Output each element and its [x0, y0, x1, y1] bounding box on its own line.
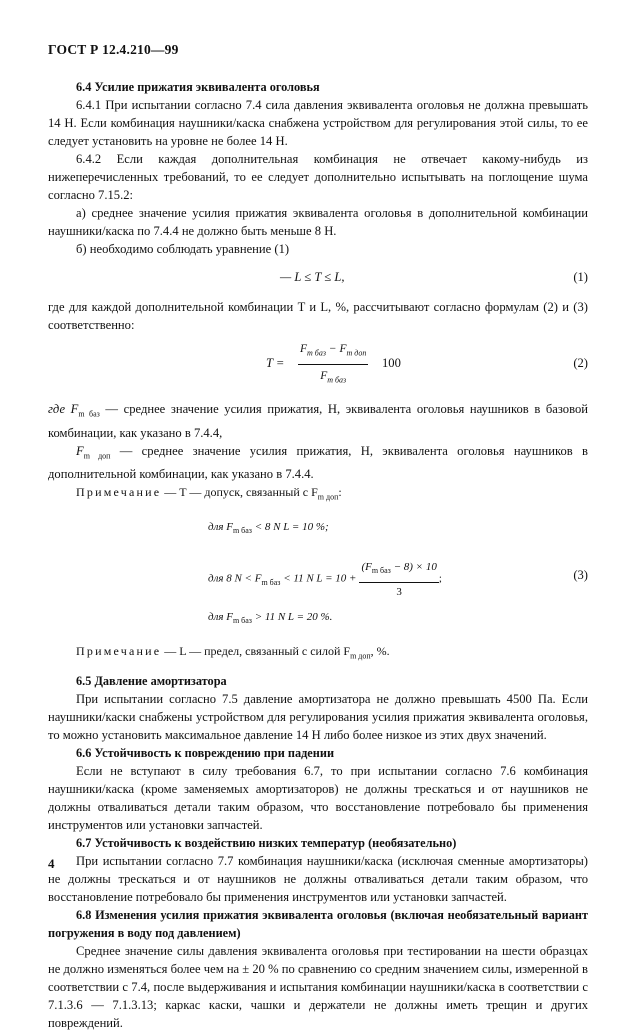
equation-2-number: (2): [573, 356, 588, 370]
section-6-6-title: 6.6 Устойчивость к повреждению при падении: [76, 745, 335, 760]
section-6-7-title: 6.7 Устойчивость к воздействию низких температур (необязательно): [76, 835, 457, 850]
paragraph-6-4-2: 6.4.2 Если каждая дополнительная комбинация не отвечает какому-нибудь из нижеперечисленных требований, то ее следует дополнительно испытывать на поглощение шума согласно 7.15.2:: [48, 152, 588, 202]
paragraph-where: где для каждой дополнительной комбинации T и L, %, рассчитывают согласно формулам (2) и (3) соответственно:: [48, 300, 588, 332]
definition-f-dop: $F_{m доп}$ — среднее значение усилия прижатия, Н, эквивалента оголовья наушников в дополнительной комбинации, как указано в 7.4.4.: [48, 443, 588, 482]
note-1: Примечание — T — допуск, связанный с $F_{m доп}$:: [76, 485, 342, 502]
item-a: а) среднее значение усилия прижатия эквивалента оголовья в дополнительной комбинации наушники/каска по 7.4.4 не должно быть меньше 8 Н.: [48, 206, 588, 238]
tolerance-row-1: для $F_{m баз} < 8$ N L = 10 %;: [208, 521, 329, 536]
equation-1-number: (1): [573, 270, 588, 284]
section-6-4-title: 6.4 Усилие прижатия эквивалента оголовья: [76, 80, 320, 94]
equation-2: [48, 340, 588, 390]
equation-2-denominator: $F_{m баз}$: [320, 370, 347, 385]
section-6-5-title: 6.5 Давление амортизатора: [76, 673, 227, 688]
section-6-8-title: 6.8 Изменения усилия прижатия эквивалента оголовья (включая необязательный вариант погружения в воду под давлением): [48, 907, 588, 940]
equation-2-lhs: T =: [266, 356, 285, 370]
tolerance-row-2: для 8 $N < F_{m баз} < 11$ N L = 10 + $(F_{m баз} - 8) \times 10$ 3 ;: [208, 558, 442, 600]
equation-3: [48, 514, 588, 630]
tolerance-row-3: для $F_{m баз} > 11$ N L = 20 %.: [208, 611, 333, 626]
item-b: б) необходимо соблюдать уравнение (1): [76, 242, 290, 256]
paragraph-6-8: Среднее значение силы давления эквивалента оголовья при тестировании на шести образцах не должно изменяться более чем на ± 20 % по сравнению со средним значением силы, измеренной в соответствии с 7.4, после выдерживания и испытания комбинации наушники/каска в соответствии с 7.1.3.6 — 7.1.3.13; каркас каски, чашки и держатели не должны иметь трещин и других повреждений.: [48, 943, 588, 1030]
note-2: Примечание — L — предел, связанный с силой $F_{m доп}$, %.: [76, 644, 390, 661]
equation-2-numerator: $F_{m баз} - F_{m доп}$: [298, 340, 368, 365]
page-number: 4: [48, 856, 55, 871]
equation-2-fraction: [298, 340, 368, 390]
document-code: ГОСТ Р 12.4.210—99: [48, 42, 179, 57]
paragraph-6-6: Если не вступают в силу требования 6.7, то при испытании согласно 7.6 комбинация наушники/каска (кроме заменяемых амортизаторов) не должны трескаться и от наушников не должны отваливаться детали таким образом, что восстановление потребовало бы применения инструментов или установки запчастей.: [48, 763, 588, 832]
paragraph-6-4-1: 6.4.1 При испытании согласно 7.4 сила давления эквивалента оголовья не должна превышать 14 Н. Если комбинация наушники/каска снабжена устройством для регулирования этой силы, то ее следует установить на уровне не более 14 Н.: [48, 98, 588, 148]
paragraph-6-5: При испытании согласно 7.5 давление амортизатора не должно превышать 4500 Па. Если наушники/каски снабжены устройством для регулирования усилия прижатия эквивалента оголовья, то можно установить максимальное давление 14 Н либо более низкое из этих двух значений.: [48, 691, 588, 742]
equation-2-multiplier: 100: [382, 356, 401, 370]
paragraph-6-7: При испытании согласно 7.7 комбинация наушники/каска (исключая сменные амортизаторы) не должны трескаться и от наушников не должны отваливаться детали таким образом, что восстановление потребовало бы применения инструментов или установки запчастей.: [48, 853, 588, 904]
document-body: [48, 78, 588, 1032]
equation-3-number: (3): [573, 568, 588, 583]
equation-1: [48, 266, 588, 288]
definition-f-baz: где $F_{m баз}$ — среднее значение усилия прижатия, Н, эквивалента оголовья наушников в базовой комбинации, как указано в 7.4.4,: [48, 402, 588, 440]
equation-1-expression: — L ≤ T ≤ L,: [280, 270, 345, 284]
tolerance-fraction: $(F_{m баз} - 8) \times 10$ 3: [359, 558, 438, 600]
